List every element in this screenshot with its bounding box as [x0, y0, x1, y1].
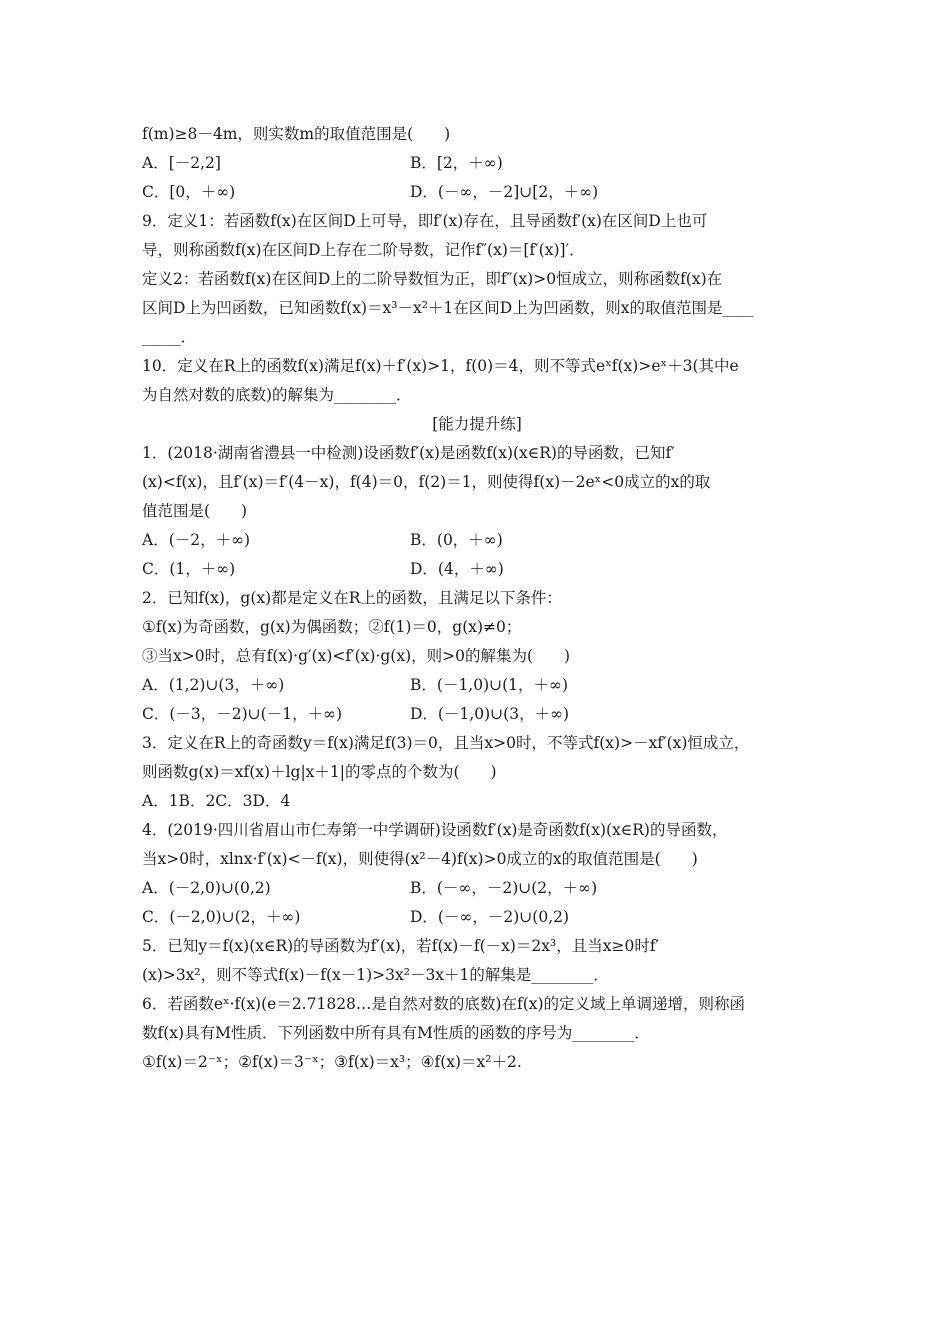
text-line: 则函数g(x)＝xf(x)＋lg|x＋1|的零点的个数为( ): [142, 763, 497, 781]
document-body: [142, 120, 812, 1077]
answer-options-row: [142, 555, 812, 584]
answer-option: B．(－∞，－2)∪(2，＋∞): [410, 879, 598, 897]
answer-option: C．(－2,0)∪(2，＋∞): [142, 908, 301, 926]
answer-option: D．(4，＋∞): [410, 560, 504, 578]
answer-options-row: [142, 874, 812, 903]
answer-option: A．(－2,0)∪(0,2): [142, 879, 271, 897]
answer-options-row: [142, 903, 812, 932]
answer-options-row: [142, 671, 812, 700]
text-line: ③当x>0时，总有f(x)·g′(x)<f′(x)·g(x)，则>0的解集为( ): [142, 647, 571, 665]
text-line: _____．: [142, 328, 197, 346]
answer-option: A．[－2,2]: [142, 154, 221, 172]
answer-options-row: [142, 178, 812, 207]
answer-option: B．[2，＋∞): [410, 154, 503, 172]
text-line: 3．定义在R上的奇函数y＝f(x)满足f(3)＝0，且当x>0时，不等式f(x)>－xf′(x)恒成立，: [142, 734, 750, 752]
answer-options-row: [142, 149, 812, 178]
answer-option: D．(－∞，－2)∪(0,2): [410, 908, 570, 926]
answer-options-row: [142, 526, 812, 555]
answer-option: C．(1，＋∞): [142, 560, 236, 578]
text-line: 区间D上为凹函数，已知函数f(x)＝x³－x²＋1在区间D上为凹函数，则x的取值范围是____: [142, 299, 754, 317]
answer-option: C．(－3，－2)∪(－1，＋∞): [142, 705, 343, 723]
text-line: A．1B．2C．3D．4: [142, 792, 291, 810]
text-line: 定义2：若函数f(x)在区间D上的二阶导数恒为正，即f″(x)>0恒成立，则称函数f(x)在: [142, 270, 723, 288]
answer-options-row: [142, 700, 812, 729]
text-line: 当x>0时，xlnx·f′(x)<－f(x)，则使得(x²－4)f(x)>0成立的x的取值范围是( ): [142, 850, 698, 868]
text-line: (x)<f(x)，且f′(x)＝f′(4－x)，f(4)＝0，f(2)＝1，则使得f(x)－2eˣ<0成立的x的取: [142, 473, 711, 491]
answer-option: D．(－∞，－2]∪[2，＋∞): [410, 183, 599, 201]
text-line: 4．(2019·四川省眉山市仁寿第一中学调研)设函数f′(x)是奇函数f(x)(x∈R)的导函数，: [142, 821, 728, 839]
text-line: 值范围是( ): [142, 502, 248, 520]
answer-option: A．(－2，＋∞): [142, 531, 251, 549]
answer-option: A．(1,2)∪(3，＋∞): [142, 676, 285, 694]
text-line: 10．定义在R上的函数f(x)满足f(x)＋f′(x)>1，f(0)＝4，则不等式eˣf(x)>eˣ＋3(其中e: [142, 357, 739, 375]
text-line: 为自然对数的底数)的解集为________．: [142, 386, 412, 404]
text-line: 数f(x)具有M性质．下列函数中所有具有M性质的函数的序号为________．: [142, 1024, 650, 1042]
answer-option: B．(0，＋∞): [410, 531, 503, 549]
text-line: 1．(2018·湖南省澧县一中检测)设函数f′(x)是函数f(x)(x∈R)的导函数，已知f′: [142, 444, 675, 462]
text-line: ①f(x)＝2⁻ˣ；②f(x)＝3⁻ˣ；③f(x)＝x³；④f(x)＝x²＋2.: [142, 1053, 522, 1071]
text-line: ①f(x)为奇函数，g(x)为偶函数；②f(1)＝0，g(x)≠0；: [142, 618, 522, 636]
text-line: 2．已知f(x)，g(x)都是定义在R上的函数，且满足以下条件：: [142, 589, 562, 607]
text-line: f(m)≥8－4m，则实数m的取值范围是( ): [142, 125, 451, 143]
text-line: 导，则称函数f(x)在区间D上存在二阶导数，记作f″(x)＝[f′(x)]′．: [142, 241, 585, 259]
section-heading: [能力提升练]: [432, 415, 522, 433]
text-line: (x)>3x²，则不等式f(x)－f(x－1)>3x²－3x＋1的解集是________．: [142, 966, 609, 984]
answer-option: B．(－1,0)∪(1，＋∞): [410, 676, 568, 694]
text-line: 5．已知y＝f(x)(x∈R)的导函数为f′(x)，若f(x)－f(－x)＝2x³，且当x≥0时f′: [142, 937, 660, 955]
answer-option: D．(－1,0)∪(3，＋∞): [410, 705, 570, 723]
text-line: 6．若函数eˣ·f(x)(e＝2.71828…是自然对数的底数)在f(x)的定义域上单调递增，则称函: [142, 995, 746, 1013]
answer-option: C．[0，＋∞): [142, 183, 236, 201]
text-line: 9．定义1：若函数f(x)在区间D上可导，即f′(x)存在，且导函数f′(x)在区间D上也可: [142, 212, 708, 230]
